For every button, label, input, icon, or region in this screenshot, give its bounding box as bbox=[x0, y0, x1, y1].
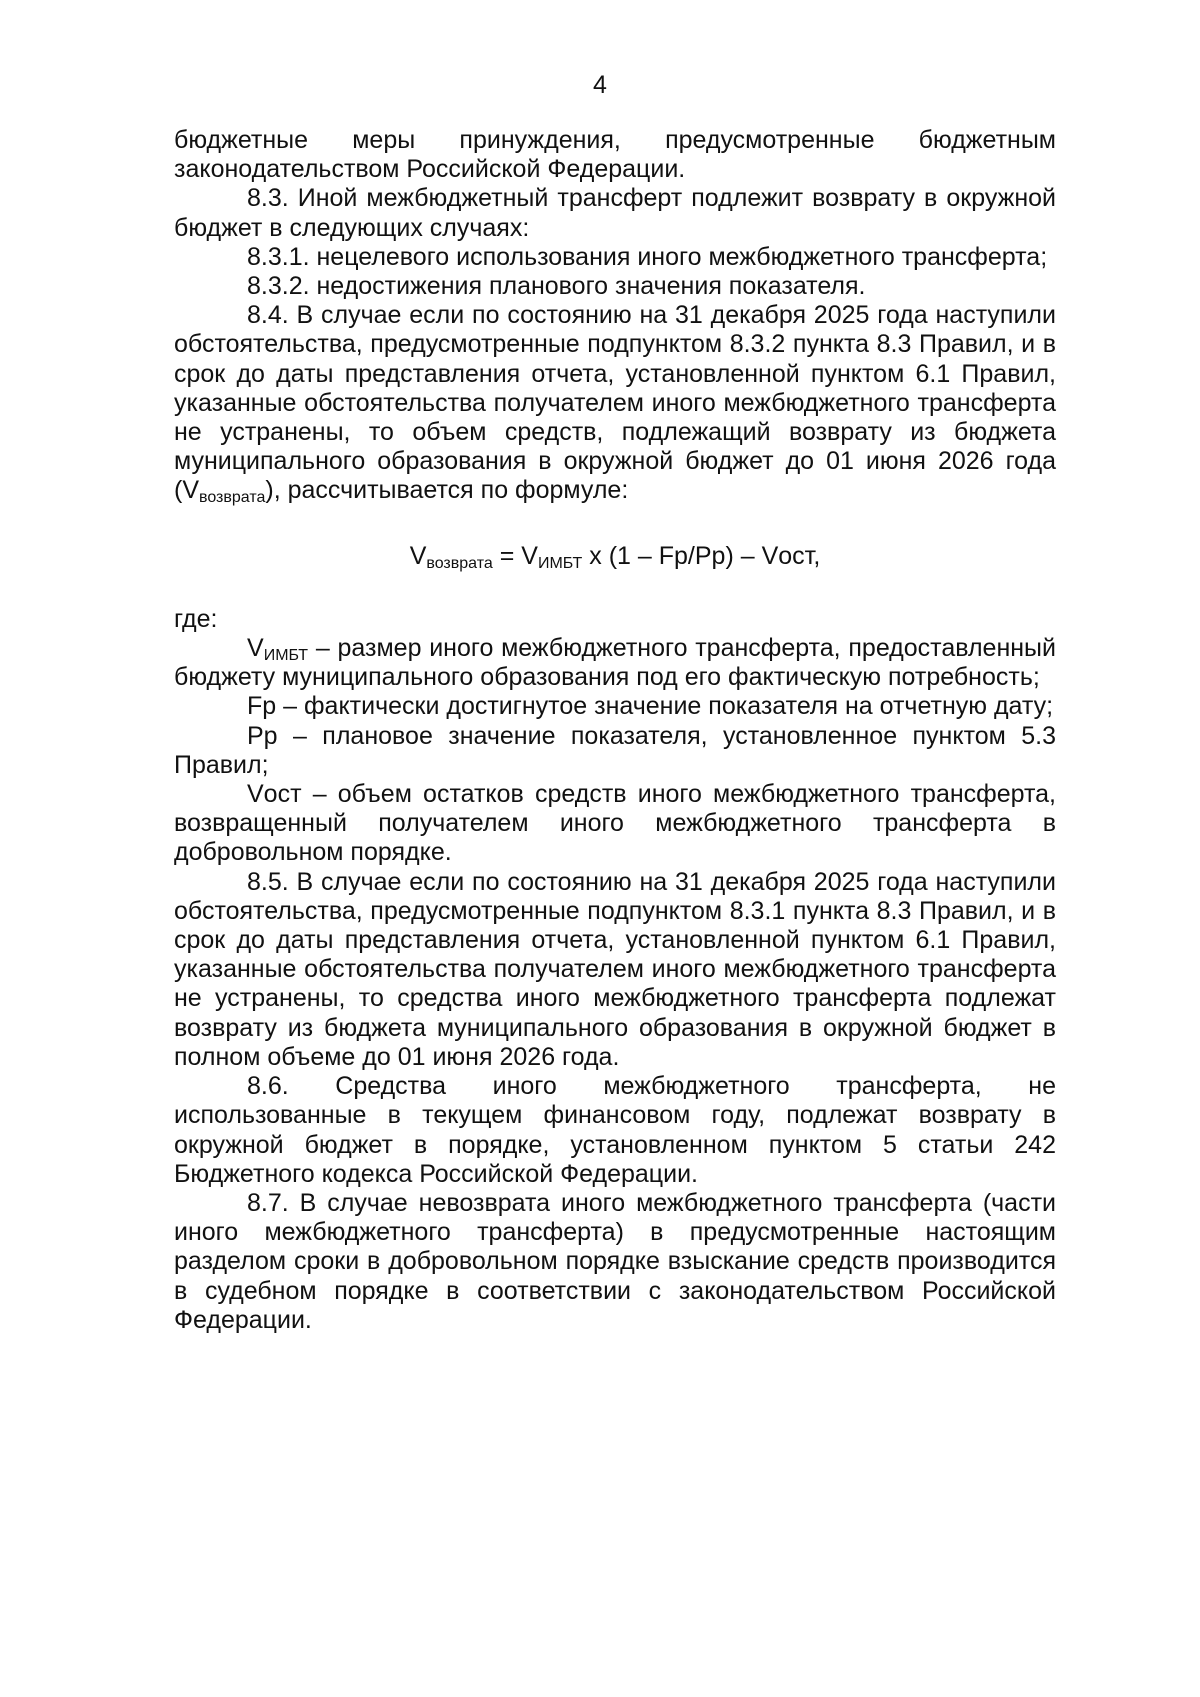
formula-imbt-subscript: ИМБТ bbox=[537, 554, 583, 572]
definition-v-imbt-text: – размер иного межбюджетного трансферта, предоставленный бюджету муниципального образования под его фактическую потребность; bbox=[174, 634, 1056, 692]
formula bbox=[174, 542, 1056, 571]
definition-pp: Pp – плановое значение показателя, установленное пунктом 5.3 Правил; bbox=[174, 721, 1056, 779]
definition-v-imbt bbox=[174, 634, 1056, 692]
paragraph-8-3: 8.3. Иной межбюджетный трансферт подлежит возврату в окружной бюджет в следующих случаях: bbox=[174, 184, 1056, 242]
paragraph-8-4 bbox=[174, 301, 1056, 505]
formula-eq: = V bbox=[492, 541, 538, 570]
formula-rest: х (1 – Fp/Pp) – Vост, bbox=[582, 541, 821, 570]
paragraph-8-6: 8.6. Средства иного межбюджетного трансферта, не использованные в текущем финансовом году, подлежат возврату в окружной бюджет в порядке, установленном пунктом 5 статьи 242 Бюджетного кодекса Российской Федерации. bbox=[174, 1072, 1056, 1188]
document-body bbox=[174, 126, 1056, 1335]
paragraph-8-4-subscript: возврата bbox=[199, 489, 266, 507]
formula-v-subscript: возврата bbox=[426, 554, 493, 572]
definition-fp: Fp – фактически достигнутое значение показателя на отчетную дату; bbox=[247, 692, 1054, 721]
paragraph-8-3-1: 8.3.1. нецелевого использования иного межбюджетного трансферта; bbox=[247, 242, 1048, 271]
definition-v-imbt-v: V bbox=[247, 634, 264, 663]
paragraph-8-4-tail: ), рассчитывается по формуле: bbox=[265, 476, 629, 505]
page-number: 4 bbox=[593, 71, 607, 99]
paragraph-8-5: 8.5. В случае если по состоянию на 31 декабря 2025 года наступили обстоятельства, предусмотренные подпунктом 8.3.1 пункта 8.3 Правил, и в срок до даты представления отчета, установленной пунктом 6.1 Правил, указанные обстоятельства получателем иного межбюджетного трансферта не устранены, то средства иного межбюджетного трансферта подлежат возврату из бюджета муниципального образования в окружной бюджет в полном объеме до 01 июня 2026 года. bbox=[174, 867, 1056, 1071]
paragraph-continued: бюджетные меры принуждения, предусмотренные бюджетным законодательством Российской Федерации. bbox=[174, 126, 1056, 184]
definition-v-imbt-subscript: ИМБТ bbox=[263, 647, 309, 665]
formula-v: V bbox=[409, 541, 427, 570]
paragraph-8-4-text: 8.4. В случае если по состоянию на 31 декабря 2025 года наступили обстоятельства, предусмотренные подпунктом 8.3.2 пункта 8.3 Правил, и в срок до даты представления отчета, установленной пунктом 6.1 Правил, указанные обстоятельства получателем иного межбюджетного трансферта не устранены, то объем средств, подлежащий возврату из бюджета муниципального образования в окружной бюджет до 01 июня 2026 года (V bbox=[174, 301, 1056, 505]
paragraph-8-7: 8.7. В случае невозврата иного межбюджетного трансферта (части иного межбюджетного трансферта) в предусмотренные настоящим разделом сроки в добровольном порядке взыскание средств производится в судебном порядке в соответствии с законодательством Российской Федерации. bbox=[174, 1188, 1056, 1334]
paragraph-8-3-2: 8.3.2. недостижения планового значения показателя. bbox=[247, 272, 866, 301]
where-label: где: bbox=[174, 604, 218, 633]
definition-vost: Vост – объем остатков средств иного межбюджетного трансферта, возвращенный получателем иного межбюджетного трансферта в добровольном порядке. bbox=[174, 780, 1056, 867]
